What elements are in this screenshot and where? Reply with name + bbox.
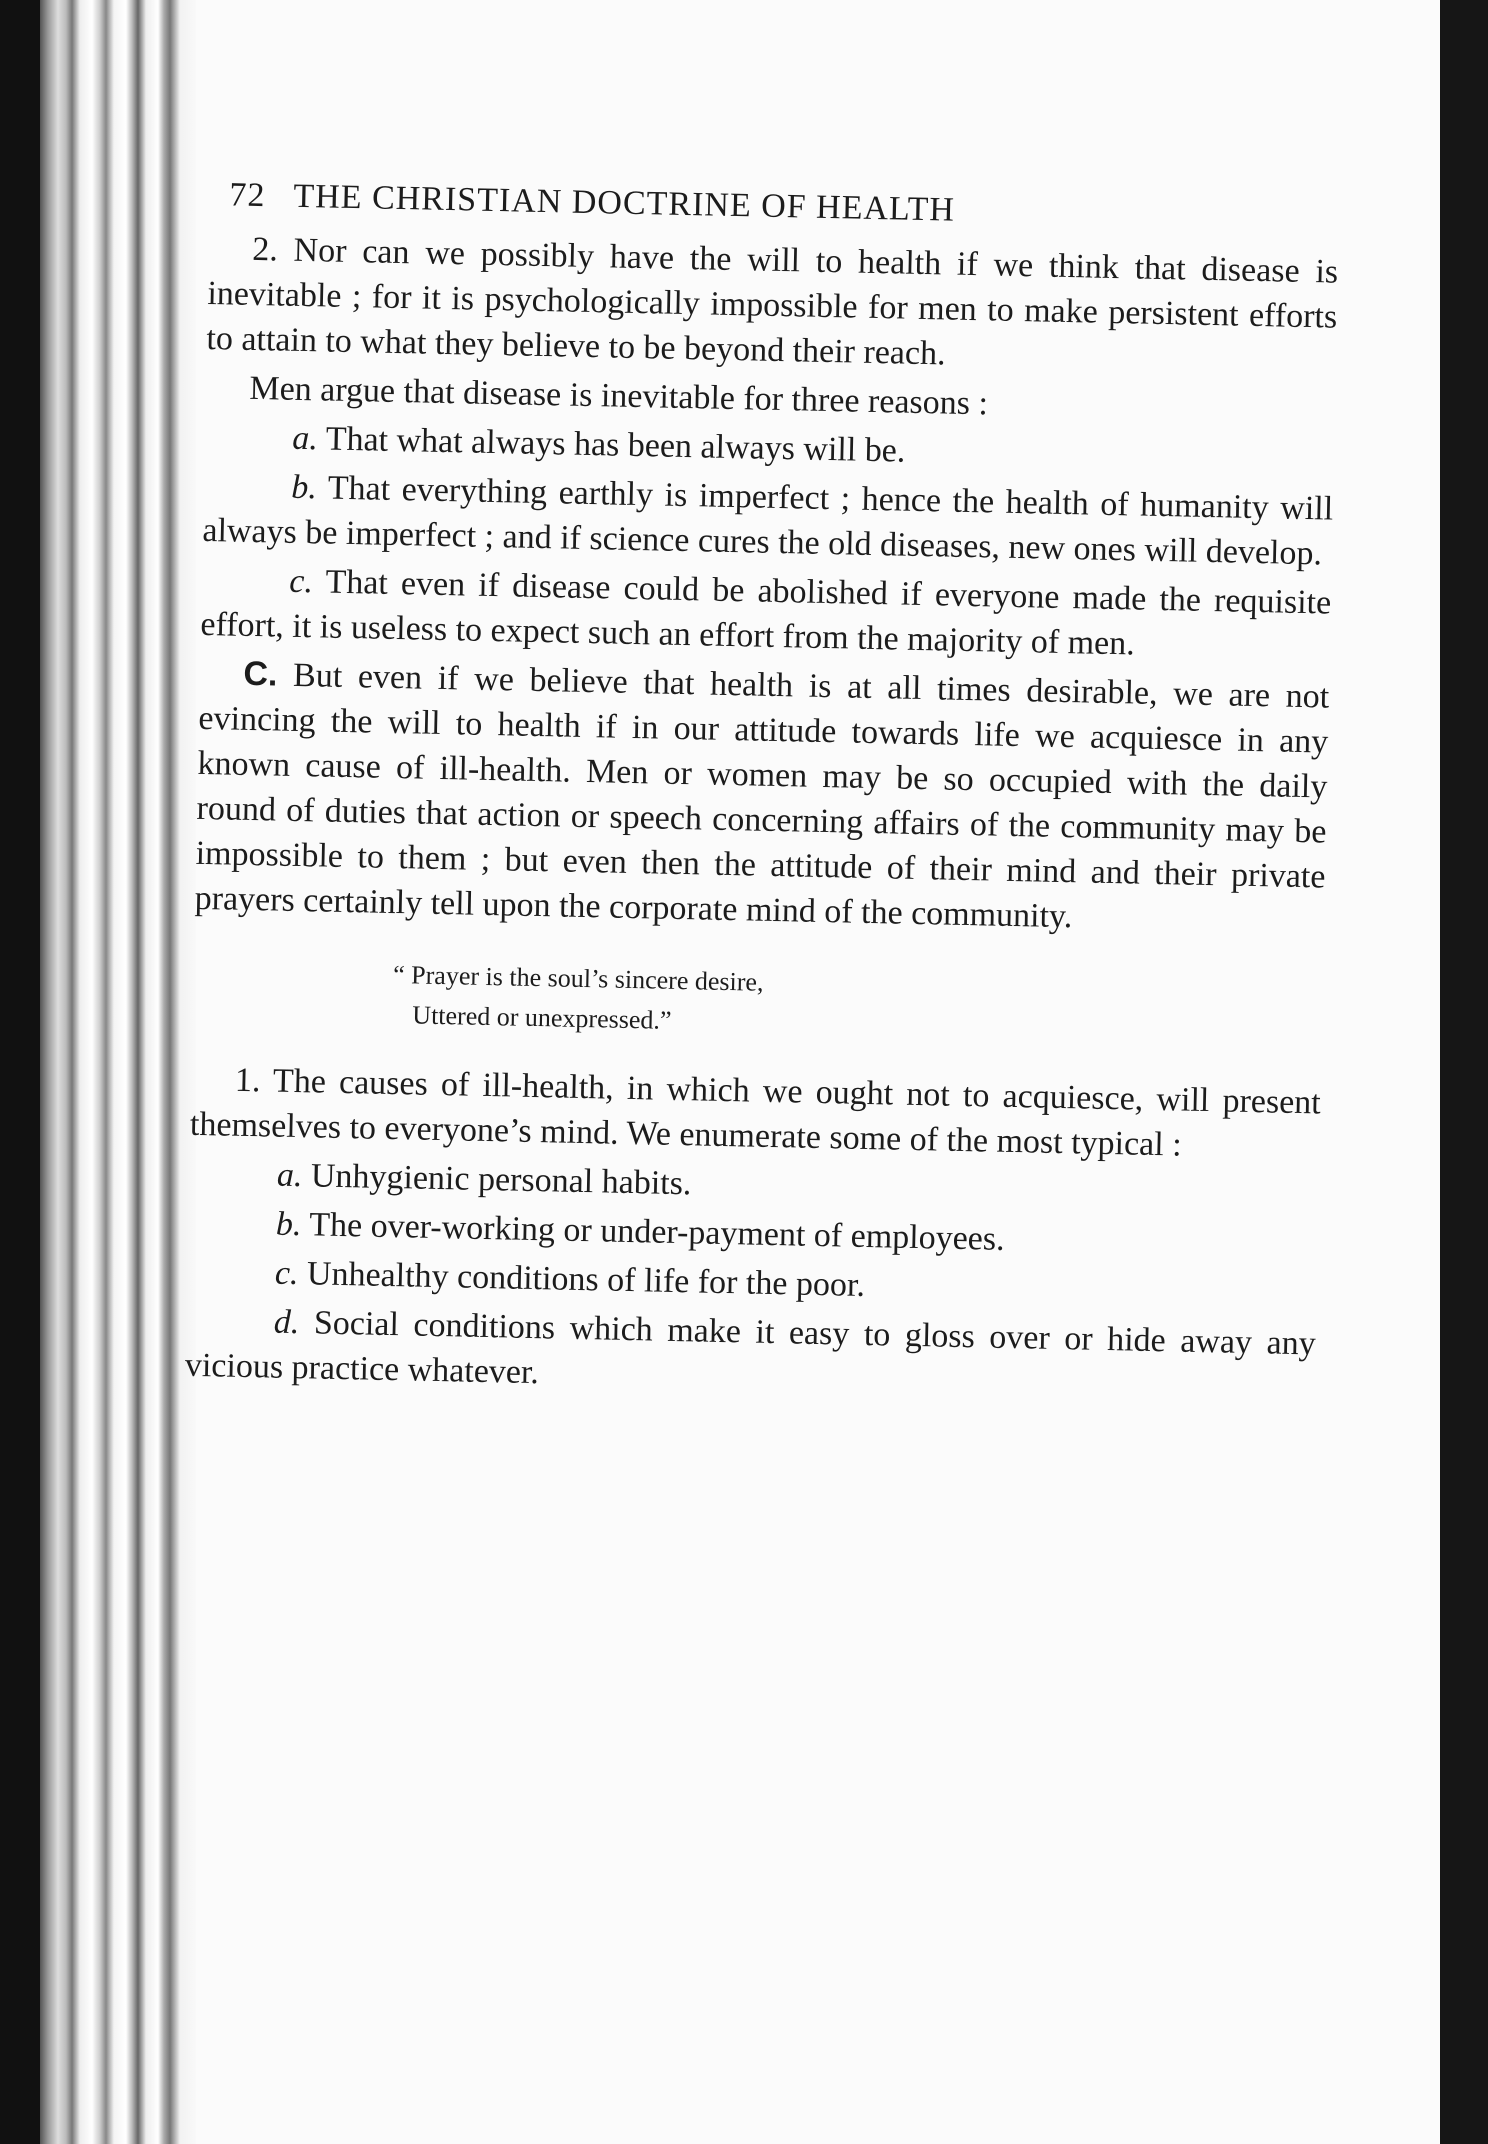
section-c-label: C. <box>243 654 278 694</box>
reasons-intro: Men argue that disease is inevitable for three reasons : <box>249 369 989 423</box>
page-number: 72 <box>229 176 266 215</box>
causes-intro: 1. The causes of ill-health, in which we ought not to acquiesce, will present themselves to everyone’s mind. We enumerate some of the most typical : <box>189 1061 1322 1164</box>
cause-d-text: Social conditions which make it easy to gloss over or hide away any vicious practice whatever. <box>184 1304 1317 1392</box>
reason-c-text: That even if disease could be abolished if everyone made the requisite effort, it is useless to expect such an effort from the majority of men. <box>200 563 1332 663</box>
reason-a-label: a. <box>292 419 319 458</box>
reason-b-label: b. <box>290 468 318 507</box>
hymn-quote <box>192 951 1323 1055</box>
cause-b-label: b. <box>275 1205 302 1244</box>
section-c-text: But even if we believe that health is at all times desirable, we are not evincing the will to health if in our attitude towards life we acquiesce in any known cause of ill-health. Men or women may be so occupied with the daily round of duties that action or speech concerning affairs of the community may be impossible to them ; but even then the attitude of their mind and their private prayers certainly tell upon the corporate mind of the community. <box>194 656 1330 936</box>
cause-a-label: a. <box>276 1156 303 1195</box>
reason-a-text: That what always has been always will be. <box>325 420 906 470</box>
cause-b-text: The over-working or under-payment of employees. <box>308 1206 1005 1258</box>
reason-c-label: c. <box>289 562 314 601</box>
reason-b-text: That everything earthly is imperfect ; hence the health of humanity will always be imperfect ; and if science cures the old diseases, new ones will develop. <box>202 469 1334 573</box>
quote-line-2: Uttered or unexpressed.” <box>412 1000 672 1035</box>
paragraph-2: 2. Nor can we possibly have the will to health if we think that disease is inevitable ; for it is psychologically impossible for men to make persistent efforts to attain to what they believe to be beyond their reach. <box>206 230 1339 373</box>
cause-d-label: d. <box>273 1303 300 1342</box>
page-edges <box>40 0 210 2144</box>
section-c <box>194 651 1329 945</box>
cause-c-label: c. <box>274 1254 299 1293</box>
page-text <box>184 170 1339 1415</box>
quote-line-1: “ Prayer is the soul’s sincere desire, <box>392 960 764 997</box>
running-title: THE CHRISTIAN DOCTRINE OF HEALTH <box>293 177 956 229</box>
cause-c-text: Unhealthy conditions of life for the poor. <box>306 1255 866 1304</box>
cause-a-text: Unhygienic personal habits. <box>310 1157 692 1203</box>
cause-d <box>184 1298 1316 1412</box>
page-gutter-shadow <box>1440 0 1488 2144</box>
